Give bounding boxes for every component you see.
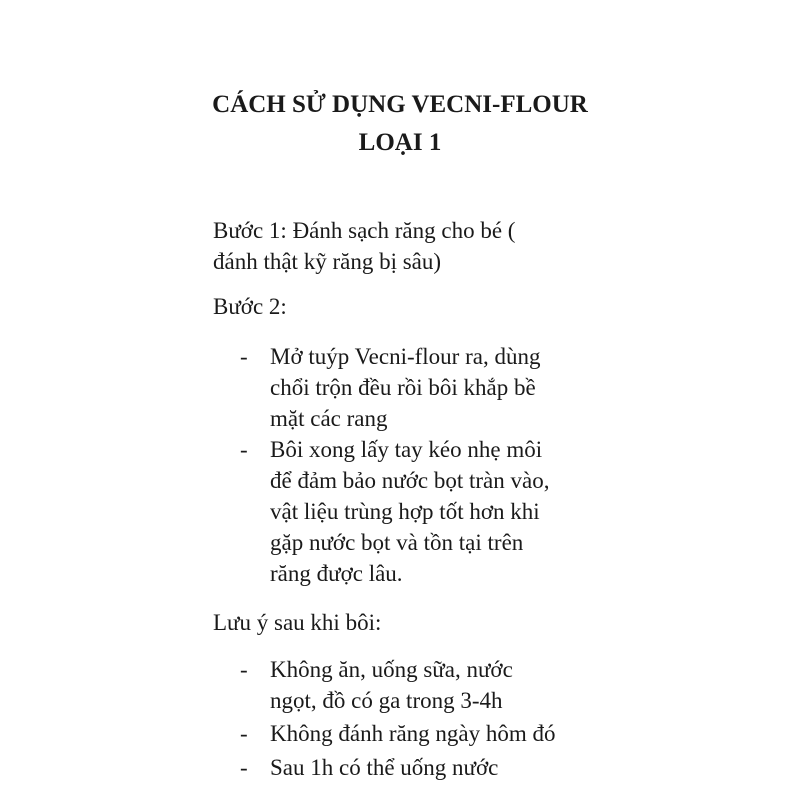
step2-item2-line1: Bôi xong lấy tay kéo nhẹ môi (270, 437, 543, 462)
document-subtitle: LOẠI 1 (358, 129, 442, 156)
note-item2-line1: Không đánh răng ngày hôm đó (270, 721, 556, 746)
step2-item1-line2: chổi trộn đều rồi bôi khắp bề (270, 375, 536, 400)
bullet-dash: - (240, 721, 248, 746)
bullet-dash: - (240, 344, 248, 369)
step2-item2-line5: răng được lâu. (270, 561, 403, 586)
note-item3-line1: Sau 1h có thể uống nước (270, 755, 499, 780)
bullet-dash: - (240, 437, 248, 462)
step2-item2-line3: vật liệu trùng hợp tốt hơn khi (270, 499, 540, 524)
step2-item2-line2: để đảm bảo nước bọt tràn vào, (270, 468, 550, 493)
step2-item2-line4: gặp nước bọt và tồn tại trên (270, 530, 524, 555)
step1-line-2: đánh thật kỹ răng bị sâu) (213, 249, 442, 274)
note-item1-line2: ngọt, đồ có ga trong 3-4h (270, 688, 503, 713)
step2-item1-line3: mặt các rang (270, 406, 388, 431)
note-heading: Lưu ý sau khi bôi: (213, 610, 382, 635)
note-item1-line1: Không ăn, uống sữa, nước (270, 657, 513, 682)
step2-item1-line1: Mở tuýp Vecni-flour ra, dùng (270, 344, 541, 369)
bullet-dash: - (240, 657, 248, 682)
step1-line-1: Bước 1: Đánh sạch răng cho bé ( (213, 218, 516, 243)
bullet-dash: - (240, 755, 248, 780)
document-title: CÁCH SỬ DỤNG VECNI-FLOUR (212, 91, 588, 118)
step2-heading: Bước 2: (213, 294, 287, 319)
